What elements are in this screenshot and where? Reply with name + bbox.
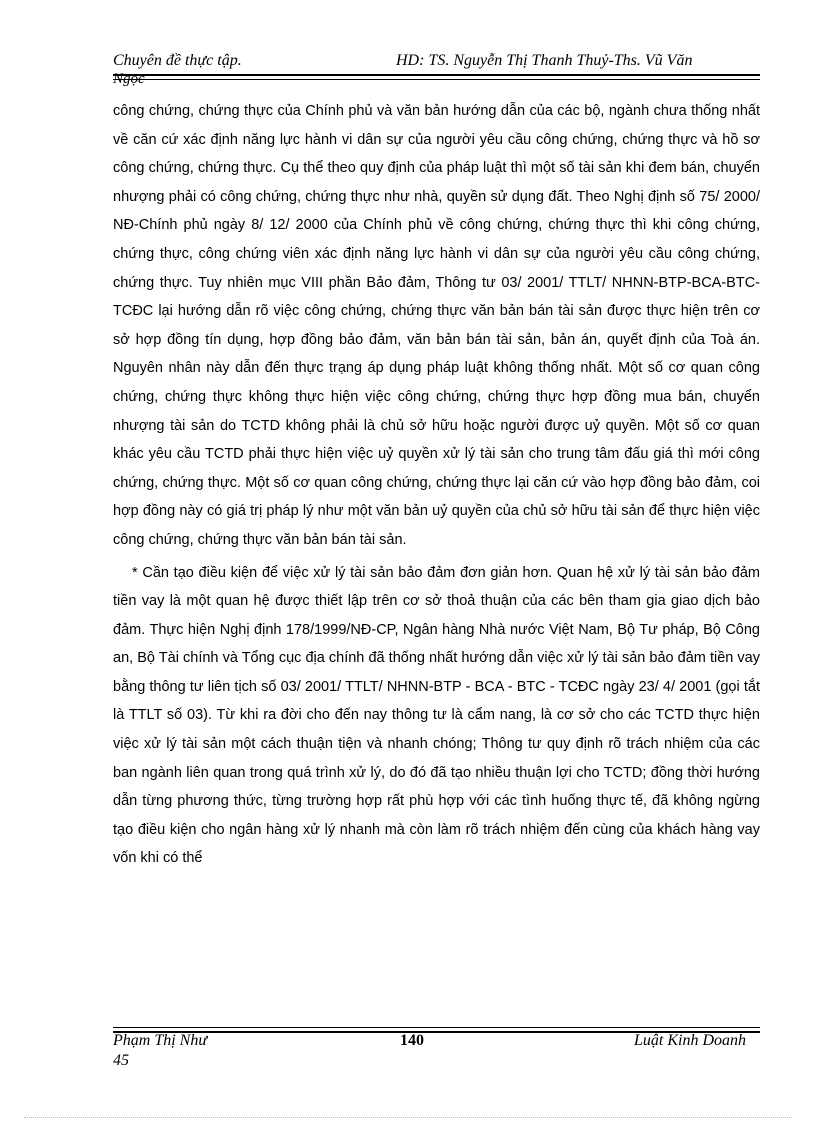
header-supervisor: HD: TS. Nguyễn Thị Thanh Thuỷ-Ths. Vũ Văn — [396, 52, 693, 69]
page-edge-divider — [24, 1117, 792, 1118]
footer-faculty: Luật Kinh Doanh — [633, 1032, 746, 1049]
page-number: 140 — [400, 1032, 424, 1049]
page-header — [113, 52, 760, 92]
page-footer — [113, 1031, 760, 1075]
body-text — [113, 97, 760, 873]
paragraph-notarization: công chứng, chứng thực của Chính phủ và văn bản hướng dẫn của các bộ, ngành chưa thống nhất về căn cứ xác định năng lực hành vi dân sự của người yêu cầu công chứng, chứng thực và hồ sơ công chứng, chứng thực. Cụ thể theo quy định của pháp luật thì một số tài sản khi đem bán, chuyển nhượng phải có công chứng, chứng thực như nhà, quyền sử dụng đất. Theo Nghị định số 75/ 2000/ NĐ-Chính phủ ngày 8/ 12/ 2000 của Chính phủ về công chứng, chứng thực thì khi công chứng, chứng thực, công chứng viên xác định năng lực hành vi dân sự của người yêu cầu công chứng, chứng thực. Tuy nhiên mục VIII phần Bảo đảm, Thông tư 03/ 2001/ TTLT/ NHNN-BTP-BCA-BTC-TCĐC lại hướng dẫn rõ việc công chứng, chứng thực văn bản bán tài sản được thực hiện trên cơ sở hợp đồng tín dụng, hợp đồng bảo đảm, văn bản bán tài sản, bản án, quyết định của Toà án. Nguyên nhân này dẫn đến thực trạng áp dụng pháp luật không thống nhất. Một số cơ quan công chứng, chứng thực không thực hiện việc công chứng, chứng thực hợp đồng mua bán, chuyển nhượng tài sản do TCTD không phải là chủ sở hữu hoặc người được uỷ quyền. Một số cơ quan khác yêu cầu TCTD phải thực hiện việc uỷ quyền xử lý tài sản cho trung tâm đấu giá thì mới công chứng, chứng thực. Một số cơ quan công chứng, chứng thực lại căn cứ vào hợp đồng bảo đảm, coi hợp đồng này có giá trị pháp lý như một văn bản uỷ quyền của chủ sở hữu tài sản để thực hiện việc công chứng, chứng thực văn bản bán tài sản. — [113, 103, 760, 548]
footer-author-class: 45 — [113, 1052, 129, 1069]
paragraph-asset-handling: * Cần tạo điều kiện để việc xử lý tài sản bảo đảm đơn giản hơn. Quan hệ xử lý tài sản bảo đảm tiền vay là một quan hệ được thiết lập trên cơ sở thoả thuận của các bên tham gia giao dịch bảo đảm. Thực hiện Nghị định 178/1999/NĐ-CP, Ngân hàng Nhà nước Việt Nam, Bộ Tư pháp, Bộ Công an, Bộ Tài chính và Tổng cục địa chính đã thống nhất hướng dẫn việc xử lý tài sản bảo đảm tiền vay bằng thông tư liên tịch số 03/ 2001/ TTLT/ NHNN-BTP - BCA - BTC - TCĐC ngày 23/ 4/ 2001 (gọi tắt là TTLT số 03). Từ khi ra đời cho đến nay thông tư là cẩm nang, là cơ sở cho các TCTD thực hiện việc xử lý tài sản một cách thuận tiện và nhanh chóng; Thông tư quy định rõ trách nhiệm của các ban ngành liên quan trong quá trình xử lý, do đó đã tạo nhiều thuận lợi cho TCTD; đồng thời hướng dẫn từng phương thức, từng trường hợp rất phù hợp với các tình huống thực tế, đã không ngừng tạo điều kiện cho ngân hàng xử lý nhanh mà còn làm rõ trách nhiệm đến cùng của khách hàng vay vốn khi có thể — [113, 564, 760, 867]
footer-author: Phạm Thị Như — [113, 1032, 208, 1049]
header-rule-thick — [113, 74, 760, 76]
header-rule-thin — [113, 79, 760, 80]
footer-rule-thin — [113, 1027, 760, 1028]
header-supervisor-continuation: Ngọc — [113, 71, 145, 87]
header-document-title: Chuyên đề thực tập. — [113, 52, 242, 69]
